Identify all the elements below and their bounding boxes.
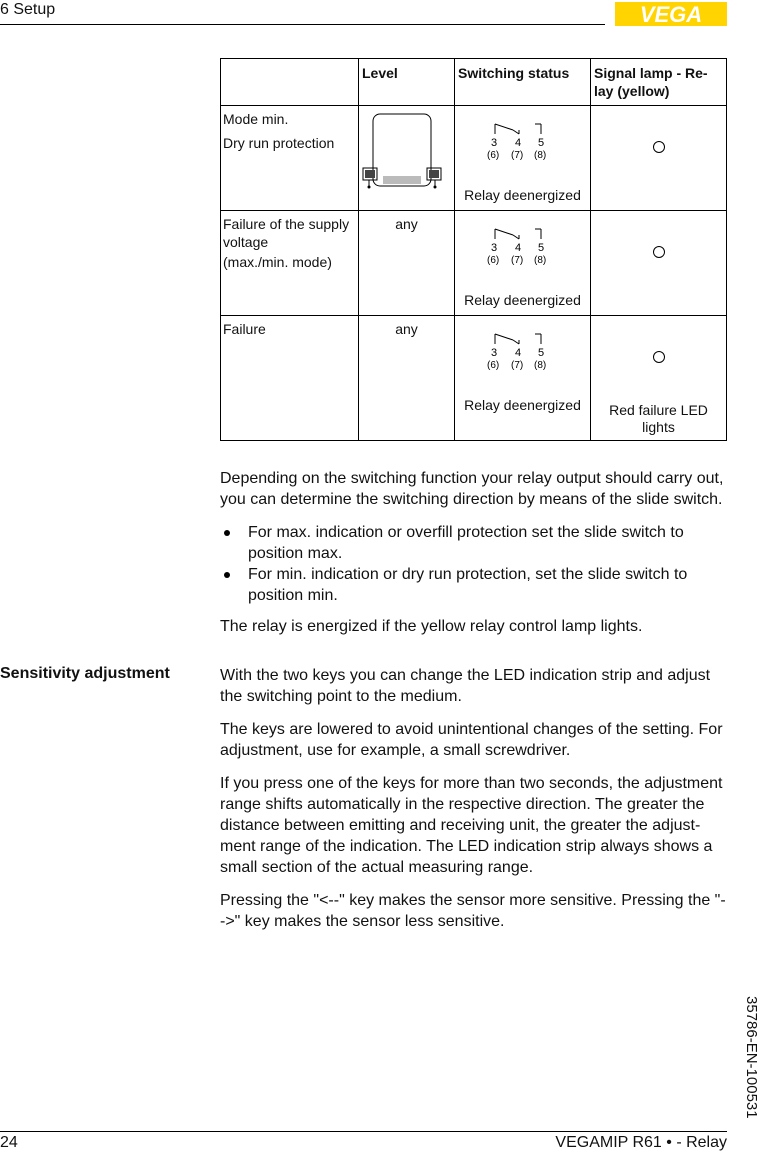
list-item: For max. indication or overfill protection set the slide switch to position max.: [220, 522, 728, 564]
bullet-icon: [224, 572, 230, 578]
switching-status-text: Relay deenergized: [464, 292, 581, 308]
mode-line: Failure: [223, 321, 266, 337]
level-cell: [359, 316, 455, 441]
bullet-list: [220, 522, 728, 606]
column-header-mode: [221, 59, 359, 106]
relay-contact-icon: [487, 227, 557, 277]
mode-line: Mode min.: [223, 111, 289, 127]
relay-contact-icon: [487, 332, 557, 382]
paragraph: The keys are lowered to avoid unintentional changes of the setting. For adjustment, use for example, a small screwdriver.: [220, 721, 723, 759]
footer-product: VEGAMIP R61 • - Relay: [555, 1134, 727, 1151]
mode-line: Failure of the supply voltage: [223, 216, 350, 250]
switching-status-text: Relay deenergized: [464, 397, 581, 413]
svg-text:4: 4: [515, 242, 522, 254]
svg-text:(8): (8): [534, 360, 547, 371]
sensor-tank-icon: [363, 110, 451, 192]
svg-text:5: 5: [538, 137, 545, 149]
svg-text:4: 4: [515, 137, 522, 149]
paragraph: If you press one of the keys for more than two seconds, the adjustment range shifts automatically in the respective direction. The greater the distance between emitting and receiving unit, the greater the adjust-ment range of the indication. The LED indication strip always shows a small section of the actual measuring range.: [220, 775, 723, 876]
switching-direction-section: [220, 468, 728, 649]
svg-text:5: 5: [538, 347, 545, 359]
mode-cell: [221, 106, 359, 211]
svg-text:4: 4: [515, 347, 522, 359]
switching-cell: [455, 211, 591, 316]
document-code: 35786-EN-100531: [743, 996, 760, 1119]
lamp-cell: [591, 316, 727, 441]
page-number: 24: [0, 1134, 18, 1151]
column-header-signal-lamp: Signal lamp - Re-lay (yellow): [591, 59, 727, 106]
table-row: [221, 106, 727, 211]
mode-line: (max./min. mode): [223, 254, 332, 270]
svg-text:(6): (6): [487, 360, 500, 371]
switching-status-text: Relay deenergized: [464, 187, 581, 203]
svg-text:(7): (7): [511, 360, 524, 371]
bullet-icon: [224, 530, 230, 536]
lamp-off-icon: [653, 351, 665, 363]
vega-logo: [615, 2, 727, 26]
lamp-cell: [591, 211, 727, 316]
svg-text:VEGA: VEGA: [639, 2, 703, 27]
svg-text:3: 3: [491, 347, 498, 359]
mode-cell: [221, 211, 359, 316]
column-header-level: Level: [359, 59, 455, 106]
table-header-row: [221, 59, 727, 106]
mode-line: Dry run protection: [223, 135, 335, 151]
svg-text:(6): (6): [487, 150, 500, 161]
level-text: any: [395, 216, 418, 232]
column-header-switching-status: Switching status: [455, 59, 591, 106]
svg-text:(6): (6): [487, 255, 500, 266]
svg-text:(8): (8): [534, 255, 547, 266]
paragraph: With the two keys you can change the LED indication strip and adjust the switching point to the medium.: [220, 667, 711, 705]
table-row: [221, 316, 727, 441]
paragraph: Pressing the "<--" key makes the sensor more sensitive. Pressing the "-->" key makes the sensor less sensitive.: [220, 892, 726, 930]
level-cell: [359, 211, 455, 316]
mode-cell: [221, 316, 359, 441]
level-text: any: [395, 321, 418, 337]
svg-text:3: 3: [491, 242, 498, 254]
header-rule: [0, 24, 605, 25]
lamp-caption: Red failure LED lights: [609, 402, 708, 435]
svg-text:(7): (7): [511, 150, 524, 161]
intro-paragraph: Depending on the switching function your relay output should carry out, you can determine the switching direction by means of the slide switch.: [220, 470, 724, 508]
note-paragraph: The relay is energized if the yellow relay control lamp lights.: [220, 618, 643, 635]
sensitivity-section: [220, 665, 728, 944]
switching-cell: [455, 316, 591, 441]
level-cell: [359, 106, 455, 211]
svg-text:3: 3: [491, 137, 498, 149]
svg-text:(8): (8): [534, 150, 547, 161]
svg-text:(7): (7): [511, 255, 524, 266]
list-item: For min. indication or dry run protection, set the slide switch to position min.: [220, 564, 728, 606]
table-row: [221, 211, 727, 316]
lamp-off-icon: [653, 246, 665, 258]
lamp-cell: [591, 106, 727, 211]
relay-status-table: [220, 58, 727, 441]
lamp-off-icon: [653, 141, 665, 153]
svg-text:5: 5: [538, 242, 545, 254]
relay-contact-icon: [487, 122, 557, 172]
sensitivity-heading: Sensitivity adjustment: [0, 665, 170, 682]
switching-cell: [455, 106, 591, 211]
footer-rule: [0, 1131, 727, 1132]
section-title: 6 Setup: [0, 1, 56, 18]
